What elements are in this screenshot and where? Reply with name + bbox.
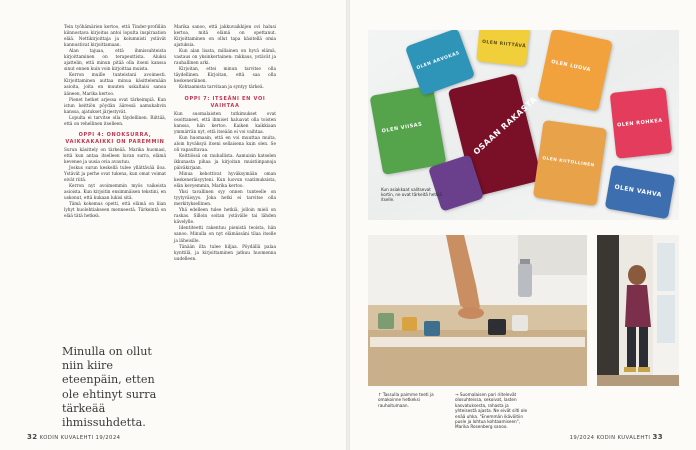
doorway-scene bbox=[597, 235, 679, 386]
paragraph: Kun alan lisata, millainen on hyvä elämä, vastaus on yksinkertainen: rakkaus, ystävät ja rauhallinen arki. bbox=[174, 49, 276, 67]
paragraph: Yhä edelleen tulee hetkiä, jolloin mieli on raskas. Silloin soitan ystävälle tai lähden kävelylle. bbox=[174, 208, 276, 226]
paragraph: Kun huomasin, että en voi muuttaa muita, aloin hyväksyä itseni sellaisena kuin olen. Se oli vapauttavaa. bbox=[174, 135, 276, 153]
page-gutter bbox=[346, 0, 350, 450]
affirmation-card: OLEN ARVOKAS bbox=[405, 30, 475, 96]
folio-right bbox=[570, 433, 663, 441]
paragraph: Tein työhämärien kertoo, että Tinder-profiiliin kiinnostava kirjoitus antoi lopulta inspiraation elää. Nettikirjoittaja ja kolumnisti ystävät kannustivat kirjoittamaan. bbox=[64, 25, 166, 49]
paragraph: Keittiössä on rauhallista. Aamuisin katselen ikkunasta pihaa ja kirjoitan muistiinpanoja päiväkirjaan. bbox=[174, 153, 276, 171]
doorway-photo bbox=[597, 235, 679, 386]
article-column-1 bbox=[64, 25, 166, 220]
paragraph: Lopulta ei tarvitse olla täydellinen. Riittää, että on rehellinen itselleen. bbox=[64, 115, 166, 127]
affirmation-card: OSAAN RAKASTA bbox=[448, 73, 543, 197]
caption-arrow-icon: ↑ bbox=[378, 392, 382, 397]
affirmation-card: OLEN KIITOLLINEN bbox=[533, 120, 607, 206]
paragraph: Kerron nyt avoimemmin myös vaikeista asioista. Kun kirjoitin ensimmäisen tekstini, en uskonut, että kukaan lukisi sitä. bbox=[64, 184, 166, 202]
page-number: 32 bbox=[27, 433, 38, 441]
paragraph: Yksi tavallinen syy onnen tunteelle on tyytyväisyys. Joka hetki ei tarvitse olla merkityksellinen. bbox=[174, 190, 276, 208]
section-subhead: OPPI 7: ITSEÄNI EN VOI VAIHTAA bbox=[184, 95, 266, 109]
affirmation-card: OLEN LUOVA bbox=[537, 30, 613, 112]
paragraph: Joskus surun keskellä tulee yllättävää iloa. Ystävät ja perhe ovat tukena, kun omat voimat eivät riitä. bbox=[64, 165, 166, 184]
paragraph: Tämä kokemus opetti, että elämä on liian lyhyt huolehtiakseen menneestä. Tärkeintä on elää tätä hetkeä. bbox=[64, 202, 166, 220]
affirmation-card: OLEN VIISAS bbox=[370, 85, 447, 175]
paragraph: Kerron muille tunteistani avoimesti. Kirjoittaminen auttaa minua käsittelemään asioita, joita en muuten uskaltaisi sanoa ääneen, Marika kertoo. bbox=[64, 73, 166, 97]
pull-quote: Minulla on ollut niin kiire eteenpäin, etten ole ehtinyt surra tärkeää ihmissuhdetta. bbox=[62, 345, 157, 430]
kitchen-scene bbox=[368, 235, 587, 386]
article-column-2 bbox=[174, 25, 276, 263]
photo-caption: ↑ Tassulla paimme teeti ja omakoinne hetkeksi rauhoitumaan. bbox=[378, 392, 434, 408]
paragraph: Tänään ilta tulee hiljaa. Pöydällä palaa kynttilä, ja kirjoittaminen jatkuu huomenna uudelleen. bbox=[174, 244, 276, 262]
paragraph: Pienet hetket arjessa ovat tärkeimpiä. Kun istun keittiön pöydän ääressä aamukahvin kanssa, ajatukset järjestyvät. bbox=[64, 97, 166, 115]
paragraph: Surun käsittely on tärkeää. Marika huomasi, että kun antaa itselleen luvan surra, elämä kevenee ja uusia ovia avautuu. bbox=[64, 147, 166, 165]
folio-title: KODIN KUVALEHTI 19/2024 bbox=[39, 435, 121, 441]
section-subhead: OPPI 4: ONOKSURRA, VAIKKAKAIKKI ON PAREMMIN bbox=[65, 131, 165, 145]
folio-left bbox=[27, 433, 120, 441]
photo-caption-overlay: Kun asiakkaat valitsevat kortin, ne ovat tärkeitä hetkiä itselle. bbox=[381, 187, 442, 203]
folio-title: 19/2024 KODIN KUVALEHTI bbox=[569, 435, 651, 441]
affirmation-card: OLEN RIITTÄVÄ bbox=[476, 30, 530, 67]
page-number: 33 bbox=[652, 433, 663, 441]
paragraph: Minua kehottivat hyväksymään oman keskeneräisyyteni. Kun luovun vaatimuksista, elän kevyemmin, Marika kertoo. bbox=[174, 171, 276, 190]
affirmation-card: OLEN VAHVA bbox=[605, 165, 676, 219]
paragraph: Marika sanoo, että jakkuvaikkijen ovi halusi kertoa, mitä elämä on opettanut. Kirjoittaminen on ollut tapa käsitellä omia ajatuksia. bbox=[174, 25, 276, 49]
caption-arrow-icon: → bbox=[455, 392, 459, 397]
photo-caption: → Suomalaisen pari riitelevät olosuhteissa, sekoivat, lasten kasvatuksesta, rahasta ja yhteisestä ajasta. Ne eivät silti ole enää uhka. "Enemmän ikävöitiin pusle ja lohtua kohtaamiseen", Marika Rosenberg sanoo. bbox=[455, 392, 528, 430]
paragraph: Identiteetti rakentuu pienistä teoista, hän sanoo. Minulla on nyt elämässäni tilaa itselle ja läheisille. bbox=[174, 226, 276, 244]
affirmation-card: OLEN ROHKEA bbox=[610, 87, 673, 158]
kitchen-table-photo bbox=[368, 235, 587, 386]
paragraph: Alan tajuaa, että ihmissuhteista kirjoittaminen on terapeuttista. Aluksi ajattelin, että minun pitää olla itseni kanssa sinut ennen kuin voin kirjoittaa muista. bbox=[64, 49, 166, 73]
paragraph: Kohtaamista tarvitaan ja syntyy tärkeä. bbox=[179, 85, 264, 91]
paragraph: Kun suomalaisten tutkimukset ovat osoittaneet, että ihmiset haluavat olla toisten kanssa, hän kertoo. Kaiken kaikkiaan ymmärrän nyt, että itseään ei voi vaihtaa. bbox=[174, 111, 276, 135]
paragraph: Kirjoitan, ettei minun tarvitse olla täydellinen. Kirjoitan, että saa olla keskeneräinen. bbox=[174, 67, 276, 85]
